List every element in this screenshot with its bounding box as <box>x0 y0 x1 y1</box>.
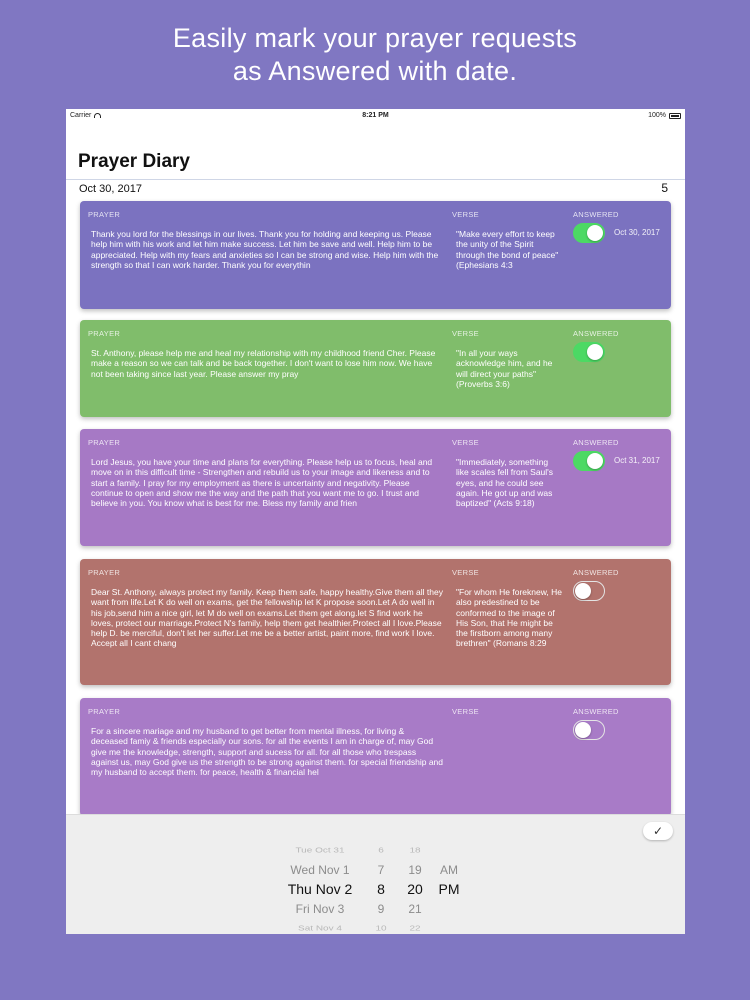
picker-day-option[interactable]: Wed Nov 1 <box>290 862 350 877</box>
picker-minute-selected[interactable]: 20 <box>407 881 423 897</box>
picker-day-column[interactable] <box>276 841 364 934</box>
prayer-text: Dear St. Anthony, always protect my family. Keep them safe, happy healthy.Give them all they want from life.Let K do well on exams, get the fellowship let K propose soon.Let A do well in his job,send him a nice girl, let M do well on exams.Let them get along.let S find work he loves, protect our marriage.Protect N's family, help them get healthier.Protect all I love.Please help D. be merciful, don't let her suffer.Let me be a better artist, paint more, find work I love. Accept all I cant chang <box>91 587 443 649</box>
picker-minute-option[interactable]: 18 <box>409 846 421 855</box>
answered-date: Oct 31, 2017 <box>614 456 660 465</box>
prayer-text: Thank you lord for the blessings in our lives. Thank you for holding and keeping us. Please help him with his work and let him make success. Let him be save and well. Help him to be appreciated. Help with my fears and anxieties so I can be strong and wise. Help him with the strength so that I can work harder. Thank you for everythin <box>91 229 439 270</box>
picker-hour-selected[interactable]: 8 <box>377 881 385 897</box>
answered-toggle[interactable] <box>573 342 605 362</box>
prayer-card[interactable] <box>80 320 671 417</box>
prayer-card[interactable] <box>80 201 671 309</box>
carrier-label: Carrier <box>70 112 92 119</box>
picker-hour-option[interactable]: 7 <box>377 862 385 877</box>
prayer-label: PRAYER <box>88 329 121 338</box>
verse-text: "Immediately, something like scales fell from Saul's eyes, and he could see again. He got up and was baptized" (Acts 9:18) <box>456 457 554 509</box>
picker-day-option[interactable]: Sat Nov 4 <box>298 924 342 933</box>
verse-label: VERSE <box>452 210 479 219</box>
status-bar <box>66 109 685 123</box>
prayer-count: 5 <box>661 181 668 195</box>
toggle-knob <box>575 722 591 738</box>
picker-day-selected[interactable]: Thu Nov 2 <box>287 881 353 897</box>
prayer-text: For a sincere mariage and my husband to get better from mental illness, for living & deceased famiy & friends especially our sons. for all the events I am in charge of, may God give me the knowledge, strength, support and sucess for all. for all those who trespass against us, may God give us the strength to be strong against them. for special friendship and my husband to accept them. for peace, health & financial hel <box>91 726 444 778</box>
toggle-knob <box>587 453 603 469</box>
section-date: Oct 30, 2017 <box>79 183 142 195</box>
checkmark-icon: ✓ <box>652 824 664 838</box>
picker-day-option[interactable]: Tue Oct 31 <box>295 846 345 855</box>
picker-ampm-option[interactable] <box>432 921 466 934</box>
answered-toggle[interactable] <box>573 223 605 243</box>
toggle-knob <box>587 225 603 241</box>
date-picker-panel <box>66 814 685 934</box>
verse-text: "In all your ways acknowledge him, and he will direct your paths" (Proverbs 3:6) <box>456 348 553 389</box>
picker-ampm-option[interactable]: AM <box>440 862 458 877</box>
prayer-text: Lord Jesus, you have your time and plans for everything. Please help us to focus, heal and move on in this difficult time - Strengthen and rebuild us to your image and likeness and to start a family. I pray for my employment as there is uncertainty and negativity. Please continue to open and show me the way and the path that you want me to go. I trust and believe in you. You know what is best for me. Bless my family and frien <box>91 457 433 509</box>
answered-toggle[interactable] <box>573 451 605 471</box>
picker-minute-option[interactable]: 22 <box>409 924 421 933</box>
date-header <box>66 179 685 199</box>
answered-label: ANSWERED <box>573 707 619 716</box>
verse-label: VERSE <box>452 329 479 338</box>
prayer-label: PRAYER <box>88 210 121 219</box>
device-screen <box>66 109 685 934</box>
prayer-card[interactable] <box>80 429 671 546</box>
picker-hour-option[interactable]: 10 <box>375 924 387 933</box>
picker-minute-option[interactable]: 19 <box>408 862 422 877</box>
toggle-knob <box>587 344 603 360</box>
battery-info <box>648 112 681 119</box>
picker-ampm-selected[interactable]: PM <box>438 881 460 897</box>
picker-ampm-column[interactable] <box>432 841 466 934</box>
headline-line-2: as Answered with date. <box>232 56 518 86</box>
prayer-card[interactable] <box>80 698 671 816</box>
answered-label: ANSWERED <box>573 438 619 447</box>
prayer-card[interactable] <box>80 559 671 685</box>
verse-label: VERSE <box>452 568 479 577</box>
answered-label: ANSWERED <box>573 210 619 219</box>
headline-line-1: Easily mark your prayer requests <box>172 23 578 53</box>
page-title: Prayer Diary <box>78 151 190 172</box>
picker-minute-column[interactable] <box>402 841 428 934</box>
picker-minute-option[interactable]: 21 <box>408 901 422 916</box>
picker-day-option[interactable]: Fri Nov 3 <box>295 901 345 916</box>
prayer-label: PRAYER <box>88 438 121 447</box>
status-time: 8:21 PM <box>362 112 389 119</box>
promo-headline <box>0 22 750 88</box>
verse-text: "Make every effort to keep the unity of the Spirit through the bond of peace" (Ephesians 4:3 <box>456 229 559 270</box>
verse-label: VERSE <box>452 438 479 447</box>
picker-hour-column[interactable] <box>369 841 393 934</box>
verse-text: "For whom He foreknew, He also predestined to be conformed to the image of His Son, that He might be the firstborn among many brethren" (Romans 8:29 <box>456 587 563 649</box>
answered-label: ANSWERED <box>573 568 619 577</box>
battery-icon <box>669 113 681 119</box>
picker-ampm-option[interactable] <box>432 900 466 920</box>
picker-hour-option[interactable]: 6 <box>378 846 384 855</box>
picker-hour-option[interactable]: 9 <box>377 901 385 916</box>
battery-label: 100% <box>648 112 666 119</box>
answered-date: Oct 30, 2017 <box>614 228 660 237</box>
done-button[interactable] <box>643 822 673 840</box>
answered-label: ANSWERED <box>573 329 619 338</box>
toggle-knob <box>575 583 591 599</box>
prayer-text: St. Anthony, please help me and heal my relationship with my childhood friend Cher. Please make a reason so we can talk and be back together. I don't want to lose him now. We have not been taking since last year. Please answer my pray <box>91 348 436 379</box>
answered-toggle[interactable] <box>573 720 605 740</box>
picker-ampm-option[interactable] <box>432 843 466 858</box>
verse-label: VERSE <box>452 707 479 716</box>
prayer-label: PRAYER <box>88 707 121 716</box>
answered-toggle[interactable] <box>573 581 605 601</box>
prayer-label: PRAYER <box>88 568 121 577</box>
date-time-picker[interactable] <box>66 841 685 931</box>
